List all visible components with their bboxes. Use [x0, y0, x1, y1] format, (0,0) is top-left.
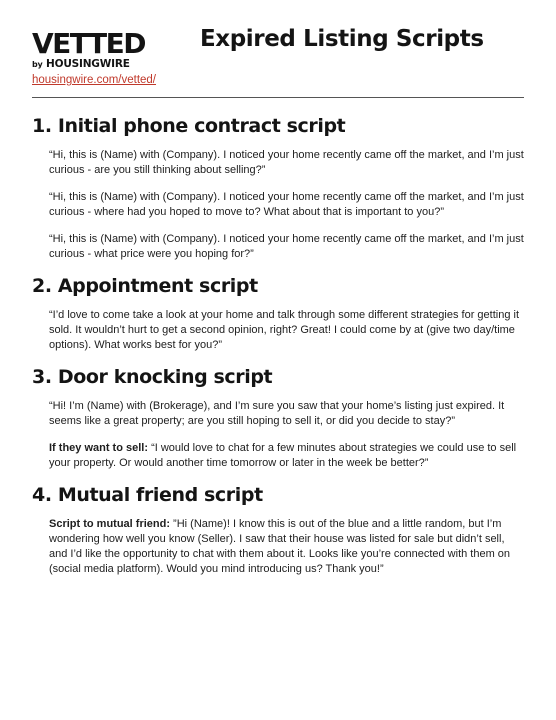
- script-paragraph: “Hi! I’m (Name) with (Brokerage), and I’m sure you saw that your home’s listing just expired. It seems like a great property; are you still hoping to sell it, or did you decide to stay?”: [49, 400, 505, 427]
- section-heading: 1. Initial phone contract script: [32, 115, 346, 137]
- script-paragraph: “I’d love to come take a look at your home and talk through some different strategies for getting it sold. It wouldn’t hurt to get a second opinion, right? Great! I could come by at (give two day/time options). What works best for you?”: [49, 309, 519, 351]
- script-paragraph: “Hi, this is (Name) with (Company). I noticed your home recently came off the market, and I’m just curious - what price were you hoping for?”: [49, 233, 524, 260]
- paragraph-lead: If they want to sell:: [49, 442, 149, 454]
- script-paragraph: [49, 441, 524, 471]
- logo-subline: [32, 58, 145, 71]
- paragraph-text: “I would love to chat for a few minutes about strategies we could use to sell your property. Or would another time tomorrow or later in the week be better?”: [49, 442, 517, 469]
- paragraph-lead: Script to mutual friend:: [49, 518, 170, 530]
- section-heading: 2. Appointment script: [32, 275, 258, 297]
- section-door-knocking: [32, 365, 524, 471]
- page-title: Expired Listing Scripts: [200, 26, 484, 52]
- section-heading: 4. Mutual friend script: [32, 484, 263, 506]
- script-paragraph: “Hi, this is (Name) with (Company). I noticed your home recently came off the market, and I’m just curious - are you still thinking about selling?”: [49, 149, 524, 176]
- logo-brand: HOUSINGWIRE: [46, 58, 130, 70]
- source-link[interactable]: housingwire.com/vetted/: [32, 74, 157, 86]
- logo-by: by: [32, 60, 43, 69]
- section-mutual-friend: [32, 483, 524, 577]
- logo-wordmark: VETTED: [32, 27, 146, 60]
- section-heading: 3. Door knocking script: [32, 366, 273, 388]
- document-body: [32, 114, 524, 589]
- document-header: [0, 0, 556, 100]
- script-paragraph: [49, 517, 524, 577]
- script-paragraph: “Hi, this is (Name) with (Company). I noticed your home recently came off the market, and I’m just curious - where had you hoped to move to? What about that is important to you?”: [49, 191, 524, 218]
- section-appointment: [32, 274, 524, 353]
- header-divider: [32, 97, 524, 98]
- vetted-logo: [32, 27, 146, 71]
- paragraph-text: ”Hi (Name)! I know this is out of the blue and a little random, but I’m wondering how well you know (Seller). I saw that their house was listed for sale but didn’t sell, and I’d like the opportunity to chat with them about it. Looks like you’re connected with them on (social media platform). Would you mind introducing us? Thank you!”: [49, 518, 511, 575]
- section-phone-contact: [32, 114, 524, 262]
